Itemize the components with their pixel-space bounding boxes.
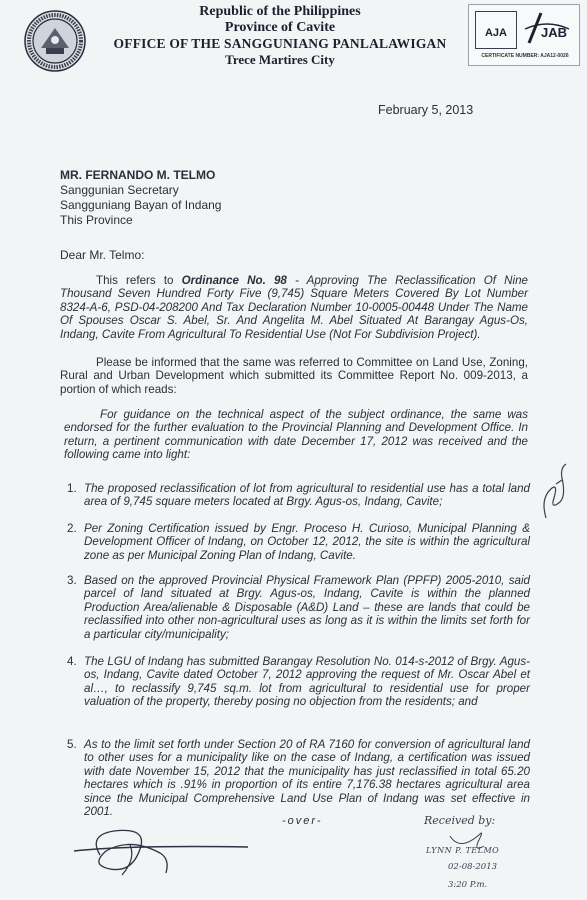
- aja-logo: [475, 11, 517, 49]
- province-seal-logo: [24, 10, 86, 72]
- list-item-number: 5.: [67, 738, 77, 751]
- letterhead-office: OFFICE OF THE SANGGUNIANG PANLALAWIGAN: [113, 36, 447, 51]
- list-item: [67, 482, 530, 509]
- letterhead: [100, 4, 460, 67]
- list-item: [67, 655, 530, 709]
- recipient-office: Sangguniang Bayan of Indang: [60, 198, 222, 212]
- jab-logo: [521, 9, 573, 49]
- list-item-text: The proposed reclassification of lot from agricultural to residential use has a total land area of 9,745 square meters located at Brgy. Agus-os, Indang, Cavite;: [84, 482, 530, 509]
- ordinance-title: - Approving The Reclassification Of Nine Thousand Seven Hundred Forty Five (9,745) Square Meters Covered By Lot Number 8324-A-6, PSD-04-208200 And Tax Declaration Number 10-0005-00448 Under The Name Of Spouses Oscar S. Abel, Sr. And Angelita M. Abel Situated At Barangay Agus-Os, Indang, Cavite From Agricultural To Residential Use (Not For Subdivision Project).: [60, 274, 529, 341]
- paragraph-committee-report: For guidance on the technical aspect of the subject ordinance, the same was endorsed for the further evaluation to the Provincial Planning and Development Office. In return, a pertinent communication with date December 17, 2012 was received and the following came into light:: [64, 408, 528, 462]
- recipient-address: [60, 168, 221, 228]
- list-item-text: As to the limit set forth under Section 20 of RA 7160 for conversion of agricultural land to other uses for a municipality like on the case of Indang, a certification was issued with date November 15, 2012 that the municipality has just reclassified in total 65.20 hectares which is .91% in proportion of its entire 7,176.38 hectares agricultural area since the Municipal Comprehensive Land Use Plan of Indang was set effective in 2001.: [84, 738, 530, 819]
- list-item-text: The LGU of Indang has submitted Barangay Resolution No. 014-s-2012 of Brgy. Agus-os, Indang, Cavite dated October 7, 2012 approving the request of Mr. Oscar Abel et al…, to reclassify 9,745 sq.m. lot from agricultural to residential use for proper valuation of the property, thereby posing no objection from the residents; and: [84, 655, 530, 709]
- list-item-number: 3.: [67, 574, 77, 587]
- received-by-name: LYNN P. TELMO: [426, 846, 500, 855]
- ordinance-number: Ordinance No. 98: [181, 274, 287, 287]
- received-by-label: Received by:: [424, 814, 496, 827]
- letterhead-republic: Republic of the Philippines: [199, 4, 361, 19]
- paragraph-ordinance-reference: [60, 274, 528, 341]
- list-item: [67, 738, 530, 819]
- list-item-text: Based on the approved Provincial Physical Framework Plan (PPFP) 2005-2010, said parcel of land situated at Brgy. Agus-os, Indang, Cavite is within the planned Production Area/alienable & Disposable (A&D) Land – these are lands that could be reclassified into other non-agricultural uses as long as it is within the limits set forth for a particular city/municipality;: [84, 574, 530, 641]
- certification-badge: [468, 4, 580, 66]
- list-item-number: 1.: [67, 482, 77, 495]
- list-item-number: 4.: [67, 655, 77, 668]
- recipient-title: Sanggunian Secretary: [60, 183, 179, 197]
- recipient-province: This Province: [60, 213, 133, 227]
- received-date: 02-08-2013: [448, 862, 498, 872]
- recipient-name: MR. FERNANDO M. TELMO: [60, 168, 216, 182]
- jab-logo-text: JAB: [541, 25, 568, 40]
- certificate-number: CERTIFICATE NUMBER: AJA12-0026: [481, 53, 569, 59]
- letterhead-province: Province of Cavite: [224, 20, 336, 35]
- list-item-number: 2.: [67, 522, 77, 535]
- paragraph-committee-referral: Please be informed that the same was referred to Committee on Land Use, Zoning, Rural and Urban Development which submitted its Committee Report No. 009-2013, a portion of which reads:: [60, 356, 528, 396]
- letter-date: February 5, 2013: [378, 103, 474, 117]
- margin-initials: [536, 458, 572, 530]
- list-item: [67, 574, 530, 641]
- aja-logo-text: AJA: [484, 27, 507, 39]
- page-over-marker: -over-: [282, 815, 323, 827]
- salutation: Dear Mr. Telmo:: [60, 248, 145, 262]
- handwritten-signature: [70, 815, 250, 887]
- list-item-text: Per Zoning Certification issued by Engr. Proceso H. Curioso, Municipal Planning & Development Officer of Indang, on October 12, 2012, the site is within the agricultural zone as per Municipal Zoning Plan of Indang, Cavite.: [84, 522, 530, 562]
- letterhead-city: Trece Martires City: [225, 52, 335, 67]
- paragraph-lead: This refers to: [96, 274, 182, 287]
- received-time: 3:20 P.m.: [448, 880, 488, 890]
- list-item: [67, 522, 530, 562]
